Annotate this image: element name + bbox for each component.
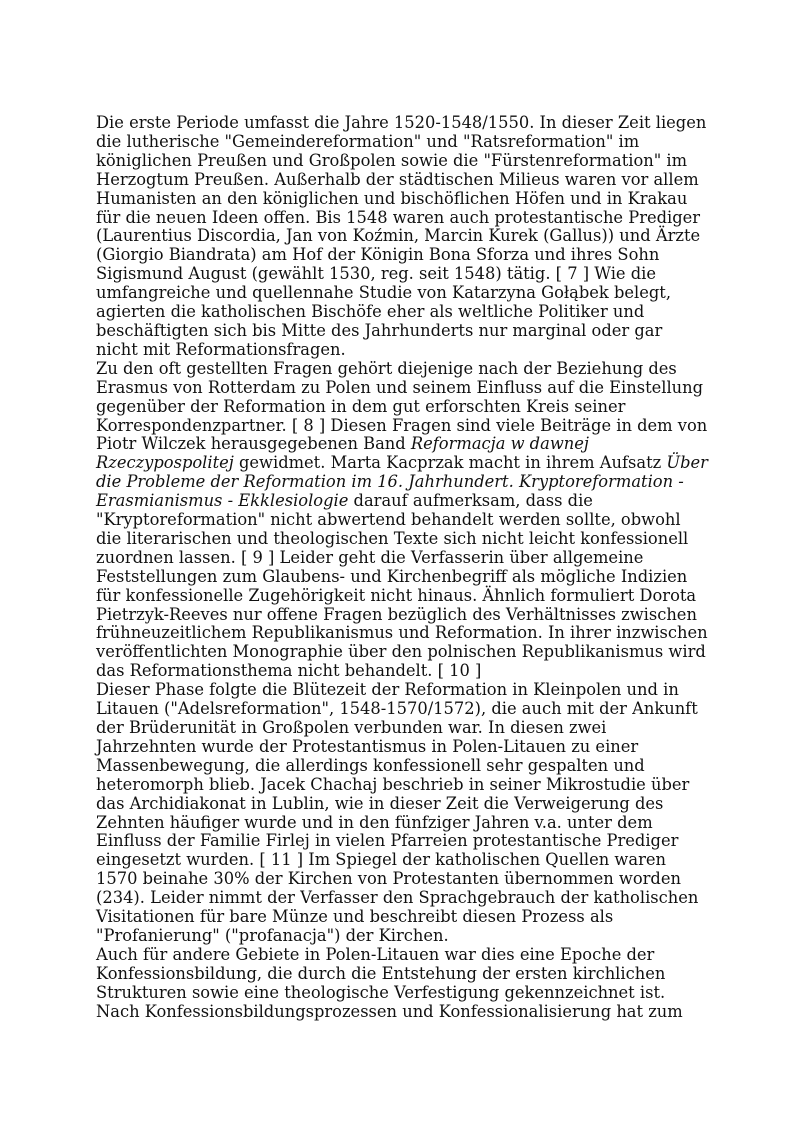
- paragraph-4: [96, 946, 708, 1022]
- paragraph-3: [96, 681, 708, 946]
- paragraph-2-text-3: darauf aufmerksam, dass die "Kryptoreformation" nicht abwertend behandelt werden sollte, obwohl die literarischen und theologischen Texte sich nicht leicht konfessionell zuordnen lassen. [ 9 ] Leider geht die Verfasserin über allgemeine Feststellungen zum Glaubens- und Kirchenbegriff als mögliche Indizien für konfessionelle Zugehörigkeit nicht hinaus. Ähnlich formuliert Dorota Pietrzyk-Reeves nur offene Fragen bezüglich des Verhältnisses zwischen frühneuzeitlichem Republikanismus und Reformation. In ihrer inzwischen veröffentlichten Monographie über den polnischen Republikanismus wird das Reformationsthema nicht behandelt. [ 10 ]: [96, 491, 708, 681]
- paragraph-3-text: Dieser Phase folgte die Blütezeit der Reformation in Kleinpolen und in Litauen ("Adelsreformation", 1548-1570/1572), die auch mit der Ankunft der Brüderunität in Großpolen verbunden war. In diesen zwei Jahrzehnten wurde der Protestantismus in Polen-Litauen zu einer Massenbewegung, die allerdings konfessionell sehr gespalten und heteromorph blieb. Jacek Chachaj beschrieb in seiner Mikrostudie über das Archidiakonat in Lublin, wie in dieser Zeit die Verweigerung des Zehnten häufiger wurde und in den fünfziger Jahren v.a. unter dem Einfluss der Familie Firlej in vielen Pfarreien protestantische Prediger eingesetzt wurden. [ 11 ] Im Spiegel der katholischen Quellen waren 1570 beinahe 30% der Kirchen von Protestanten übernommen worden (234). Leider nimmt der Verfasser den Sprachgebrauch der katholischen Visitationen für bare Münze und beschreibt diesen Prozess als "Profanierung" ("profanacja") der Kirchen.: [96, 680, 699, 945]
- paragraph-1-text: Die erste Periode umfasst die Jahre 1520-1548/1550. In dieser Zeit liegen die lutherische "Gemeindereformation" und "Ratsreformation" im königlichen Preußen und Großpolen sowie die "Fürstenreformation" im Herzogtum Preußen. Außerhalb der städtischen Milieus waren vor allem Humanisten an den königlichen und bischöflichen Höfen und in Krakau für die neuen Ideen offen. Bis 1548 waren auch protestantische Prediger (Laurentius Discordia, Jan von Koźmin, Marcin Kurek (Gallus)) und Ärzte (Giorgio Biandrata) am Hof der Königin Bona Sforza und ihres Sohn Sigismund August (gewählt 1530, reg. seit 1548) tätig. [ 7 ] Wie die umfangreiche und quellennahe Studie von Katarzyna Gołąbek belegt, agierten die katholischen Bischöfe eher als weltliche Politiker und beschäftigten sich bis Mitte des Jahrhunderts nur marginal oder gar nicht mit Reformationsfragen.: [96, 113, 707, 359]
- paragraph-2: [96, 360, 708, 681]
- book-title-reformacja: Reformacja w dawnej Rzeczypospolitej: [96, 434, 589, 473]
- paragraph-1: [96, 114, 708, 360]
- paragraph-2-text-1: Zu den oft gestellten Fragen gehört diejenige nach der Beziehung des Erasmus von Rotterdam zu Polen und seinem Einfluss auf die Einstellung gegenüber der Reformation in dem gut erforschten Kreis seiner Korrespondenzpartner. [ 8 ] Diesen Fragen sind viele Beiträge in dem von Piotr Wilczek herausgegebenen Band: [96, 358, 708, 454]
- paragraph-2-text-2: gewidmet. Marta Kacprzak macht in ihrem Aufsatz: [233, 453, 667, 473]
- document-body: [96, 114, 708, 1022]
- essay-title-kacprzak: Über die Probleme der Reformation im 16. Jahrhundert. Kryptoreformation - Erasmianismus - Ekklesiologie: [96, 453, 708, 511]
- paragraph-4-text: Auch für andere Gebiete in Polen-Litauen war dies eine Epoche der Konfessionsbildung, die durch die Entstehung der ersten kirchlichen Strukturen sowie eine theologische Verfestigung gekennzeichnet ist. Nach Konfessionsbildungsprozessen und Konfessionalisierung hat zum: [96, 944, 683, 1021]
